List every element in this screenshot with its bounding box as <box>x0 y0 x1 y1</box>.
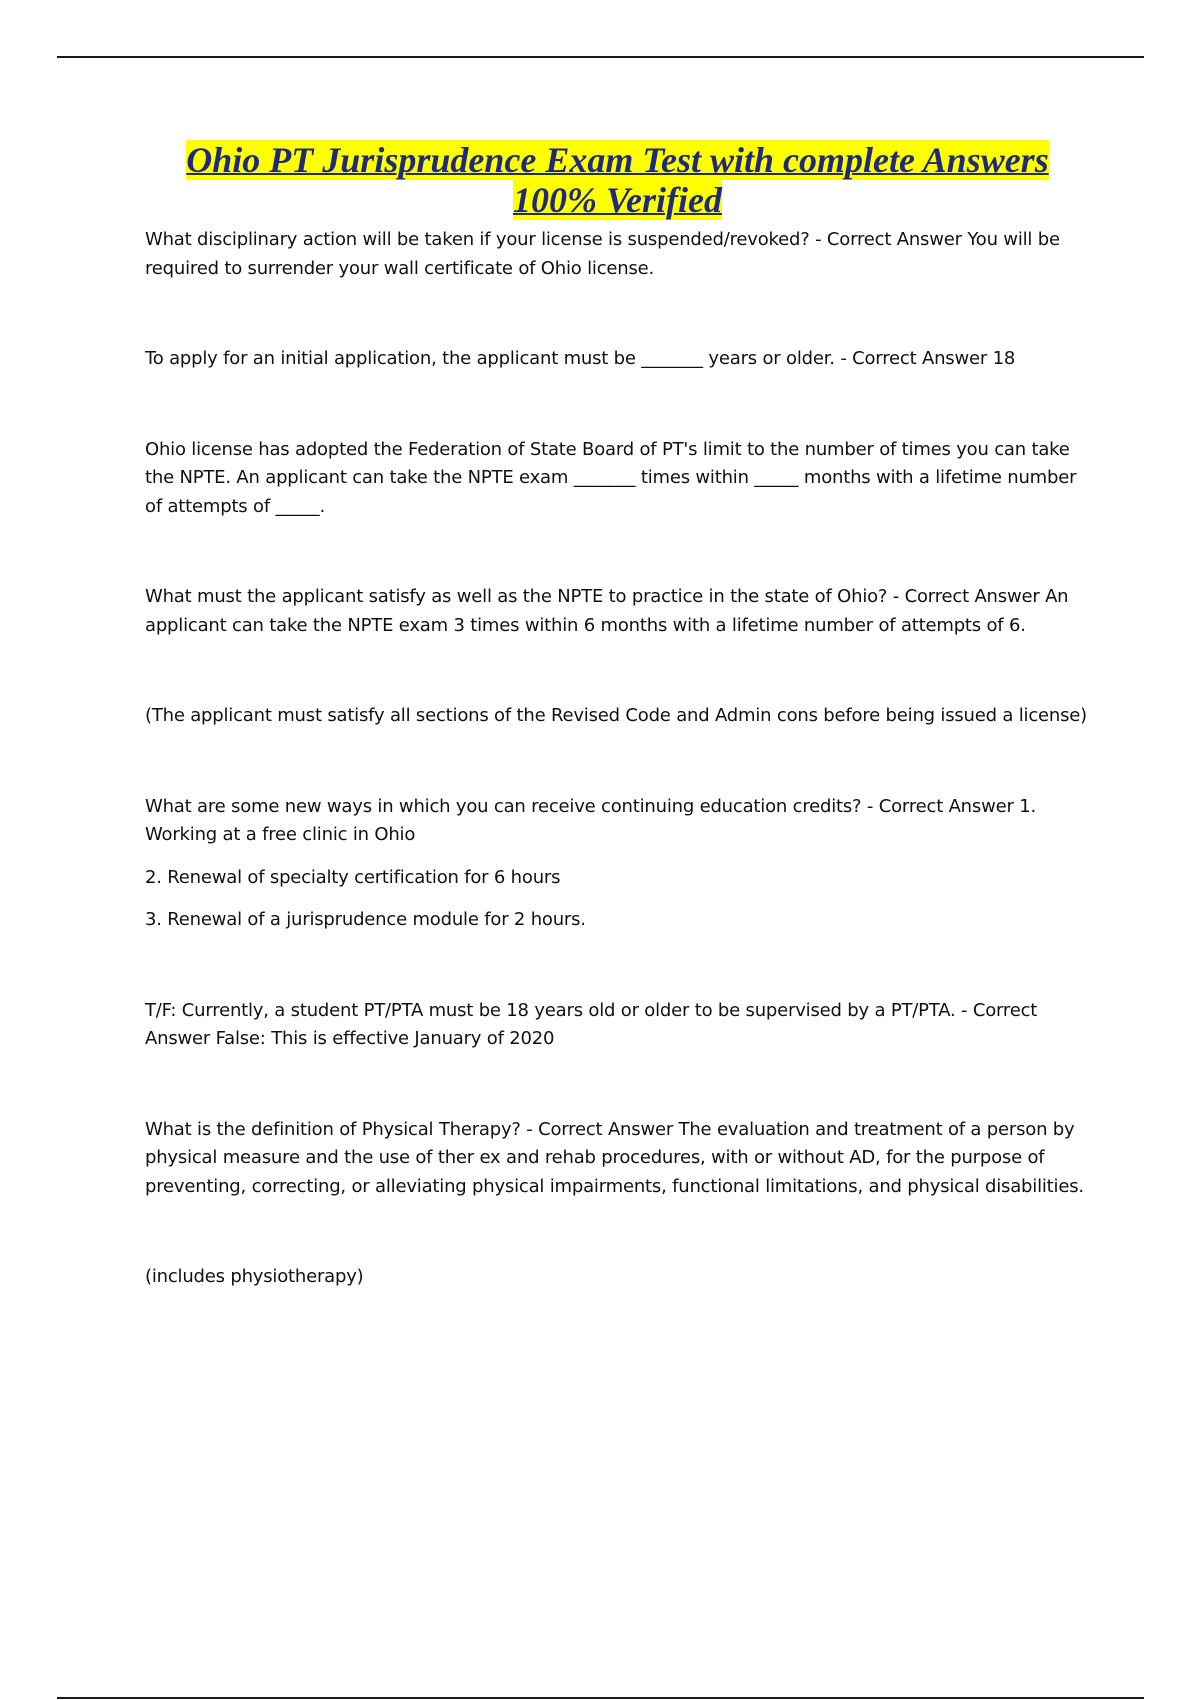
footer-rule <box>57 1697 1144 1699</box>
qa-initial-application-age: To apply for an initial application, the applicant must be _______ years or older. - Correct Answer 18 <box>145 348 1016 369</box>
qa-definition-physical-therapy: What is the definition of Physical Therapy? - Correct Answer The evaluation and treatment of a person by physical measure and the use of ther ex and rehab procedures, with or without AD, for the purpose of preventing, correcting, or alleviating physical impairments, functional limitations, and physical disabilities. <box>145 1118 1084 1197</box>
qa-applicant-requirements-note: (The applicant must satisfy all sections of the Revised Code and Admin cons before being issued a license) <box>145 705 1087 726</box>
document-page <box>145 140 1090 1292</box>
title-line-1: Ohio PT Jurisprudence Exam Test with complete Answers <box>186 140 1049 180</box>
qa-applicant-requirements: What must the applicant satisfy as well as the NPTE to practice in the state of Ohio? - Correct Answer An applicant can take the NPTE exam 3 times within 6 months with a lifetime number of attempts of 6. <box>145 586 1069 636</box>
title-line-2: 100% Verified <box>513 180 722 220</box>
qa-npte-attempts-question: Ohio license has adopted the Federation of State Board of PT's limit to the number of times you can take the NPTE. An applicant can take the NPTE exam _______ times within _____ months with a lifetime number of attempts of _____. <box>145 438 1077 517</box>
ce-list-item-2: 2. Renewal of specialty certification for 6 hours <box>145 866 561 888</box>
ce-list-item-3: 3. Renewal of a jurisprudence module for 2 hours. <box>145 909 586 930</box>
header-rule <box>57 56 1144 58</box>
document-title <box>145 140 1090 220</box>
qa-disciplinary-action: What disciplinary action will be taken if your license is suspended/revoked? - Correct Answer You will be required to surrender your wall certificate of Ohio license. <box>145 229 1060 279</box>
qa-student-supervision: T/F: Currently, a student PT/PTA must be 18 years old or older to be supervised by a PT/PTA. - Correct Answer False: This is effective January of 2020 <box>145 999 1038 1049</box>
qa-continuing-education: What are some new ways in which you can receive continuing education credits? - Correct Answer 1. Working at a free clinic in Ohio <box>145 795 1036 845</box>
qa-definition-note: (includes physiotherapy) <box>145 1266 364 1287</box>
